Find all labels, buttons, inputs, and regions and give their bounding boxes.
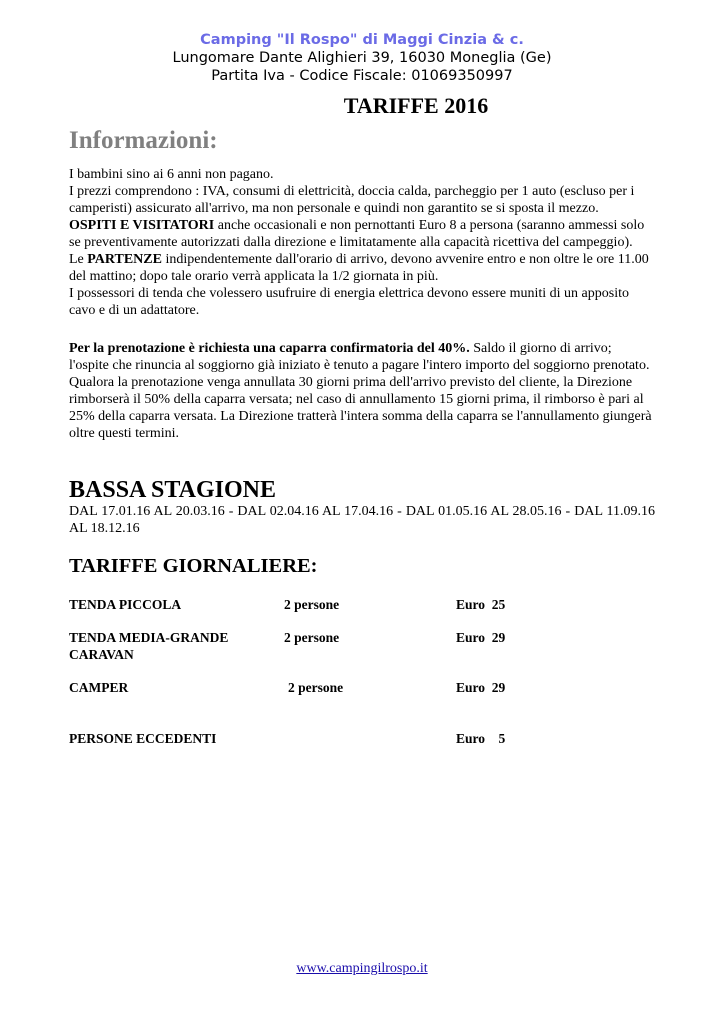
deposit-bold: Per la prenotazione è richiesta una caparra confirmatoria del 40%.	[69, 341, 470, 356]
rate-price: Euro 29	[456, 680, 506, 695]
info-departures-bold: PARTENZE	[87, 252, 162, 267]
rate-price: Euro 25	[456, 597, 506, 612]
rate-name: TENDA PICCOLA	[69, 597, 182, 612]
rates-heading: TARIFFE GIORNALIERE:	[69, 555, 318, 577]
deposit-section	[69, 340, 655, 442]
website-link[interactable]: www.campingilrospo.it	[296, 961, 428, 976]
info-departures-pre: Le	[69, 252, 88, 267]
company-address: Lungomare Dante Alighieri 39, 16030 Moneglia (Ge)	[172, 50, 552, 66]
company-vat: Partita Iva - Codice Fiscale: 01069350997	[211, 68, 513, 84]
rate-people: 2 persone	[288, 680, 344, 695]
rate-people: 2 persone	[284, 630, 340, 645]
season-dates: DAL 17.01.16 AL 20.03.16 - DAL 02.04.16 AL 17.04.16 - DAL 01.05.16 AL 28.05.16 - DAL 11.09.16 AL 18.12.16	[69, 504, 655, 536]
document-title	[0, 93, 724, 119]
info-section	[69, 166, 655, 319]
info-guests	[69, 217, 655, 251]
rate-name: TENDA MEDIA-GRANDE CARAVAN	[69, 630, 229, 662]
info-prices: I prezzi comprendono : IVA, consumi di elettricità, doccia calda, parcheggio per 1 auto (escluso per i camperisti) assicurato all'arrivo, ma non personale e quindi non garantito se si sposta il mezzo.	[69, 184, 635, 216]
deposit-text: Saldo il giorno di arrivo; l'ospite che rinuncia al soggiorno già iniziato è tenuto a pagare l'intero importo del soggiorno prenotato. Qualora la prenotazione venga annullata 30 giorni prima dell'arrivo previsto del cliente, la Direzione rimborserà il 50% della caparra versata; nel caso di annullamento 15 giorni prima, il rimborso è pari al 25% della caparra versata. La Direzione tratterà l'intera somma della caparra se l'annullamento giungerà oltre questi termini.	[69, 341, 652, 441]
rate-people: 2 persone	[284, 597, 340, 612]
document-header	[0, 31, 724, 85]
rate-price: Euro 5	[456, 731, 506, 746]
document-title-text: TARIFFE 2016	[343, 93, 489, 118]
info-children: I bambini sino ai 6 anni non pagano.	[69, 167, 274, 182]
info-departures	[69, 251, 655, 285]
info-guests-bold: OSPITI E VISITATORI	[69, 218, 215, 233]
info-heading: Informazioni:	[69, 127, 218, 154]
rate-name: PERSONE ECCEDENTI	[69, 731, 217, 746]
footer	[0, 961, 724, 977]
rate-price: Euro 29	[456, 630, 506, 645]
info-departures-text: indipendentemente dall'orario di arrivo, devono avvenire entro e non oltre le ore 11.00 del mattino; dopo tale orario verrà applicata la 1/2 giornata in più.	[69, 252, 649, 284]
company-name: Camping "Il Rospo" di Maggi Cinzia & c.	[200, 32, 524, 48]
info-guests-text: anche occasionali e non pernottanti Euro 8 a persona (saranno ammessi solo se preventivamente autorizzati dalla direzione e limitatamente alla capacità ricettiva del campeggio).	[69, 218, 645, 250]
rate-name: CAMPER	[69, 680, 129, 695]
info-tent-owners: I possessori di tenda che volessero usufruire di energia elettrica devono essere muniti di un apposito cavo e di un adattatore.	[69, 286, 629, 318]
season-heading: BASSA STAGIONE	[69, 477, 276, 503]
